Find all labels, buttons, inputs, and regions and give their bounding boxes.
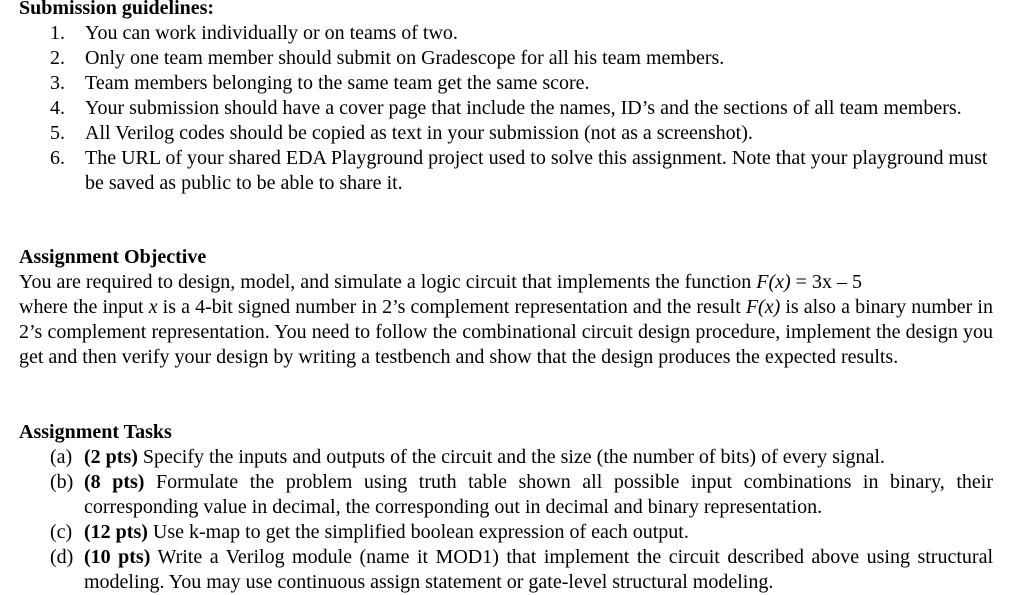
objective-text-3: is a 4-bit signed number in 2’s complement representation and the result: [157, 296, 746, 318]
list-item: [50, 146, 995, 196]
item-number: 5.: [50, 122, 65, 144]
assignment-objective-heading: Assignment Objective: [19, 246, 207, 268]
task-label: (a): [50, 446, 73, 468]
input-variable: x: [148, 296, 158, 318]
list-item: [50, 96, 995, 121]
objective-text-4: is also a binary number in 2’s complement representation. You need to follow the combinational circuit design procedure, implement the design you get and then verify your design by writing a testbench and show that the design produces the expected results.: [19, 296, 993, 368]
objective-text-1: You are required to design, model, and simulate a logic circuit that implements the function: [19, 271, 757, 293]
item-number: 1.: [50, 22, 65, 44]
task-points: (12 pts): [84, 521, 148, 543]
task-text: Formulate the problem using truth table shown all possible input combinations in binary, their corresponding value in decimal, the corresponding out in decimal and binary representation.: [84, 471, 993, 518]
item-number: 3.: [50, 72, 65, 94]
item-text: Only one team member should submit on Gradescope for all his team members.: [85, 47, 725, 69]
task-item: [50, 470, 993, 520]
item-text: All Verilog codes should be copied as text in your submission (not as a screenshot).: [85, 122, 753, 144]
item-number: 2.: [50, 47, 65, 69]
item-text: Team members belonging to the same team get the same score.: [85, 72, 590, 94]
task-label: (c): [50, 521, 73, 543]
task-text: Write a Verilog module (name it MOD1) that implement the circuit described above using structural modeling. You may use continuous assign statement or gate-level structural modeling.: [84, 546, 993, 593]
guidelines-list: [50, 21, 995, 196]
function-symbol: F(x): [756, 271, 791, 293]
task-item: [50, 445, 993, 470]
task-text: Specify the inputs and outputs of the circuit and the size (the number of bits) of every signal.: [137, 446, 885, 468]
item-text: You can work individually or on teams of two.: [85, 22, 458, 44]
list-item: [50, 46, 995, 71]
list-item: [50, 121, 995, 146]
task-label: (d): [50, 546, 74, 568]
objective-text-2: where the input: [19, 296, 149, 318]
task-label: (b): [50, 471, 74, 493]
assignment-tasks-heading: Assignment Tasks: [19, 421, 172, 443]
task-item: [50, 520, 993, 545]
list-item: [50, 21, 995, 46]
task-item: [50, 545, 993, 595]
task-points: (2 pts): [84, 446, 138, 468]
objective-paragraph: [19, 270, 993, 370]
list-item: [50, 71, 995, 96]
task-points: (10 pts): [84, 546, 151, 568]
tasks-list: [50, 445, 993, 595]
task-text: Use k-map to get the simplified boolean expression of each output.: [147, 521, 689, 543]
item-text: The URL of your shared EDA Playground project used to solve this assignment. Note that your playground must be saved as public to be able to share it.: [85, 147, 988, 194]
item-number: 4.: [50, 97, 65, 119]
submission-guidelines-heading: Submission guidelines:: [19, 0, 215, 19]
item-number: 6.: [50, 147, 65, 169]
function-symbol: F(x): [745, 296, 781, 318]
task-points: (8 pts): [84, 471, 145, 493]
item-text: Your submission should have a cover page that include the names, ID’s and the sections of all team members.: [85, 97, 962, 119]
function-equation: = 3x – 5: [790, 271, 862, 293]
